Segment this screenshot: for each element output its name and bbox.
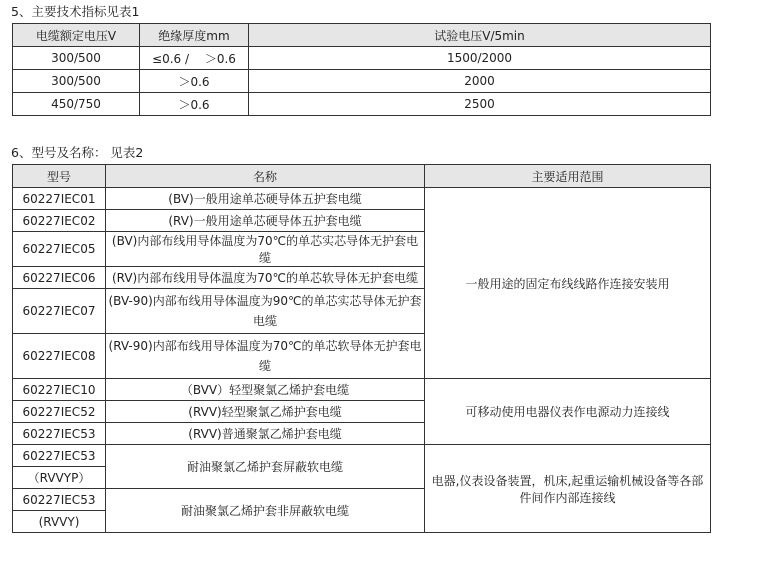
cell-model: 60227IEC02 [13, 210, 106, 232]
cell-test-voltage: 2500 [249, 93, 711, 116]
header-insulation-thickness: 绝缘厚度mm [140, 24, 249, 47]
cell-insulation-thickness: ＞0.6 [140, 70, 249, 93]
cell-name: (BV)一般用途单芯硬导体五护套电缆 [106, 188, 425, 210]
cell-test-voltage: 1500/2000 [249, 47, 711, 70]
header-model: 型号 [13, 165, 106, 188]
cell-rated-voltage: 300/500 [13, 70, 140, 93]
cell-name: (RVV)轻型聚氯乙烯护套电缆 [106, 401, 425, 423]
cell-model: 60227IEC07 [13, 289, 106, 334]
table-header-row [13, 24, 711, 47]
cell-model: （RVVYP） [13, 467, 106, 489]
cell-rated-voltage: 300/500 [13, 47, 140, 70]
technical-spec-table [12, 23, 711, 116]
table-row [13, 47, 711, 70]
cell-name: 耐油聚氯乙烯护套屏蔽软电缆 [106, 445, 425, 489]
cell-model: 60227IEC53 [13, 445, 106, 467]
cell-scope-internal-connection: 电器,仪表设备装置，机床,起重运输机械设备等各部件间作内部连接线 [425, 445, 711, 533]
table-row [13, 70, 711, 93]
cell-model: 60227IEC53 [13, 489, 106, 511]
table-row [13, 93, 711, 116]
cell-name: 耐油聚氯乙烯护套非屏蔽软电缆 [106, 489, 425, 533]
cell-model: 60227IEC01 [13, 188, 106, 210]
cell-name: (RV-90)内部布线用导体温度为70℃的单芯软导体无护套电缆 [106, 334, 425, 379]
header-scope: 主要适用范围 [425, 165, 711, 188]
cell-name: (BV)内部布线用导体温度为70℃的单芯实芯导体无护套电缆 [106, 232, 425, 267]
cell-model: 60227IEC06 [13, 267, 106, 289]
table-header-row [13, 165, 711, 188]
cell-model: 60227IEC53 [13, 423, 106, 445]
cell-name: (RVV)普通聚氯乙烯护套电缆 [106, 423, 425, 445]
header-test-voltage: 试验电压V/5min [249, 24, 711, 47]
table-row [13, 445, 711, 467]
cell-test-voltage: 2000 [249, 70, 711, 93]
header-rated-voltage: 电缆额定电压V [13, 24, 140, 47]
cell-insulation-thickness: ＞0.6 [140, 93, 249, 116]
header-name: 名称 [106, 165, 425, 188]
cell-name: (RV)内部布线用导体温度为70℃的单芯软导体无护套电缆 [106, 267, 425, 289]
cell-rated-voltage: 450/750 [13, 93, 140, 116]
cell-model: (RVVY) [13, 511, 106, 533]
section-5-heading: 5、主要技术指标见表1 [11, 4, 140, 19]
cell-scope-mobile-power: 可移动使用电器仪表作电源动力连接线 [425, 379, 711, 445]
cell-scope-fixed-wiring: 一般用途的固定布线线路作连接安装用 [425, 188, 711, 379]
cell-model: 60227IEC05 [13, 232, 106, 267]
cell-name: （BVV）轻型聚氯乙烯护套电缆 [106, 379, 425, 401]
section-6-heading: 6、型号及名称： 见表2 [11, 145, 144, 160]
table-row [13, 379, 711, 401]
model-name-table [12, 164, 711, 533]
table-row [13, 188, 711, 210]
cell-name: (BV-90)内部布线用导体温度为90℃的单芯实芯导体无护套电缆 [106, 289, 425, 334]
cell-model: 60227IEC10 [13, 379, 106, 401]
cell-name: (RV)一般用途单芯硬导体五护套电缆 [106, 210, 425, 232]
cell-model: 60227IEC52 [13, 401, 106, 423]
cell-insulation-thickness: ≤0.6 / ＞0.6 [140, 47, 249, 70]
cell-model: 60227IEC08 [13, 334, 106, 379]
